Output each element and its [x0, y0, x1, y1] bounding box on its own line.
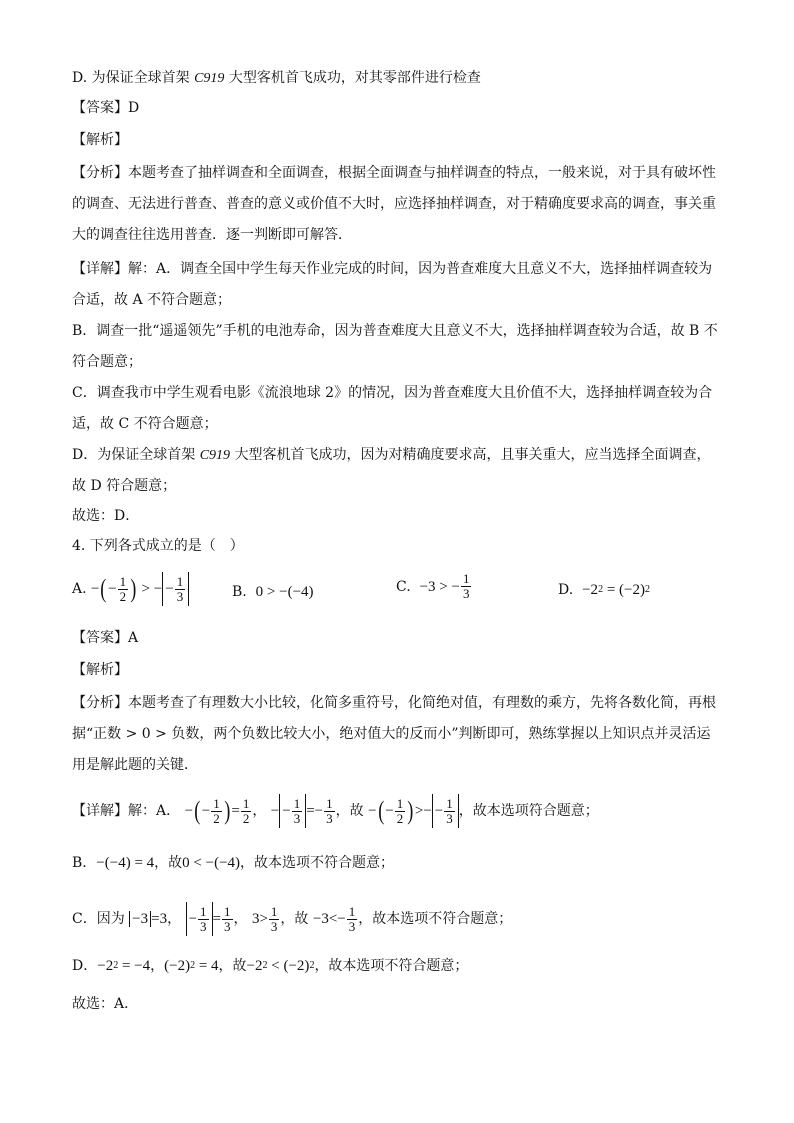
math-expression: −3<− $\frac{1}{3}$: [312, 903, 356, 934]
q4-detail-c: [72, 902, 512, 942]
math-expression: −3 =3: [129, 909, 167, 929]
math-expression: −(−4) = 4: [96, 855, 155, 871]
text: D．为保证全球首架: [72, 447, 200, 463]
q4-jiexi: 【解析】: [72, 662, 128, 678]
q3-answer: 【答案】D: [72, 100, 140, 116]
text: ，: [252, 803, 267, 819]
q4-analysis: 【分析】本题考查了有理数大小比较，化简多重符号，化简绝对值，有理数的乘方，先将各数化简，再根据“正数 > 0 > 负数，两个负数比较大小，绝对值大的反而小”判断即可，熟练掌握以上知识点并灵活运用是解此题的关键．: [72, 695, 716, 773]
q4-option-b: [232, 582, 314, 602]
math-expression: 3> $\frac{1}{3}$: [251, 903, 278, 934]
q3-option-d: [72, 68, 481, 89]
q4-answer: 【答案】A: [72, 630, 139, 646]
text: ，: [233, 911, 248, 927]
text: ，故: [218, 958, 247, 974]
text: D．: [72, 958, 98, 974]
q3-conclusion: 故选：D．: [72, 508, 140, 524]
text: C919: [194, 71, 225, 86]
text: ，故: [154, 855, 183, 871]
q4-stem: 4. 下列各式成立的是（ ）: [72, 538, 244, 554]
q4-detail-d: [72, 956, 468, 976]
math-expression: −2 2 = −4: [97, 958, 151, 974]
math-expression: − ( − $\frac{1}{2}$ ) >− − $\frac{1}{3}$: [368, 794, 459, 828]
text: C919: [199, 448, 231, 463]
text: 【详解】解：A．: [72, 803, 181, 819]
text: ，故本选项不符合题意；: [358, 911, 513, 927]
text: ，故: [280, 911, 309, 927]
text: ，故本选项符合题意；: [458, 803, 599, 819]
text: ，故: [335, 803, 364, 819]
q3-detail-c: C．调查我市中学生观看电影《流浪地球 2》的情况，因为普查难度大且价值不大，选择抽样调查较为合适，故 C 不符合题意；: [72, 385, 713, 432]
q3-detail-d: [72, 440, 722, 502]
q4-detail-b: [72, 853, 394, 873]
math-expression: − ( − $\frac{1}{2}$ ) = $\frac{1}{2}$: [184, 795, 250, 826]
option-label: B.: [232, 584, 247, 600]
text: C．因为: [72, 911, 125, 927]
text: B．: [72, 855, 97, 871]
math-expression: −2 2 < (−2) 2: [246, 958, 315, 974]
q3-jiexi: 【解析】: [72, 132, 128, 148]
math-expression: − ( − $\frac{1}{2}$ ) > − − $\frac{1}{3}$: [91, 572, 189, 606]
text: ，故本选项不符合题意；: [314, 958, 469, 974]
text: ，故本选项不符合题意；: [240, 855, 395, 871]
math-expression: 0 < −(−4): [182, 855, 241, 871]
math-expression: − $\frac{1}{3}$ = $\frac{1}{3}$: [186, 902, 234, 936]
q4-options: [72, 568, 722, 614]
option-label: D.: [558, 582, 574, 598]
text: 大型客机首飞成功，对其零部件进行检查: [224, 70, 481, 86]
option-label: C.: [396, 578, 411, 595]
text: ，: [150, 958, 165, 974]
q4-conclusion: 故选：A．: [72, 996, 139, 1012]
q3-detail-b: B．调查一批“遥遥领先”手机的电池寿命，因为普查难度大且意义不大，选择抽样调查较为合适，故 B 不符合题意；: [72, 323, 718, 370]
q4-option-d: [558, 580, 650, 600]
text: D. 为保证全球首架: [72, 70, 195, 86]
q4-option-a: [72, 572, 189, 606]
q4-detail-a: [72, 794, 599, 834]
math-expression: −2 2 = (−2) 2: [582, 582, 650, 598]
option-label: A.: [72, 581, 87, 597]
q3-analysis: 【分析】本题考查了抽样调查和全面调查，根据全面调查与抽样调查的特点，一般来说，对于具有破坏性的调查、无法进行普查、普查的意义或价值不大时，应选择抽样调查，对于精确度要求高的调查，事关重大的调查往往选用普查．逐一判断即可解答．: [72, 165, 716, 243]
math-expression: (−2) 2 = 4: [164, 958, 219, 974]
q3-detail-a: 【详解】解：A．调查全国中学生每天作业完成的时间，因为普查难度大且意义不大，选择抽样调查较为合适，故 A 不符合题意；: [72, 261, 713, 308]
q4-option-c: [396, 572, 472, 601]
text: 大型客机首飞成功，因为对精确度要求高，且事关重大，应当选择全面调查，故 D 符合题意；: [72, 447, 711, 494]
text: ，: [167, 911, 182, 927]
math-expression: − − $\frac{1}{3}$ =− $\frac{1}{3}$: [271, 794, 336, 828]
math-expression: −3 > − $\frac{1}{3}$: [419, 571, 470, 601]
math-expression: 0 > −(−4): [255, 584, 314, 600]
